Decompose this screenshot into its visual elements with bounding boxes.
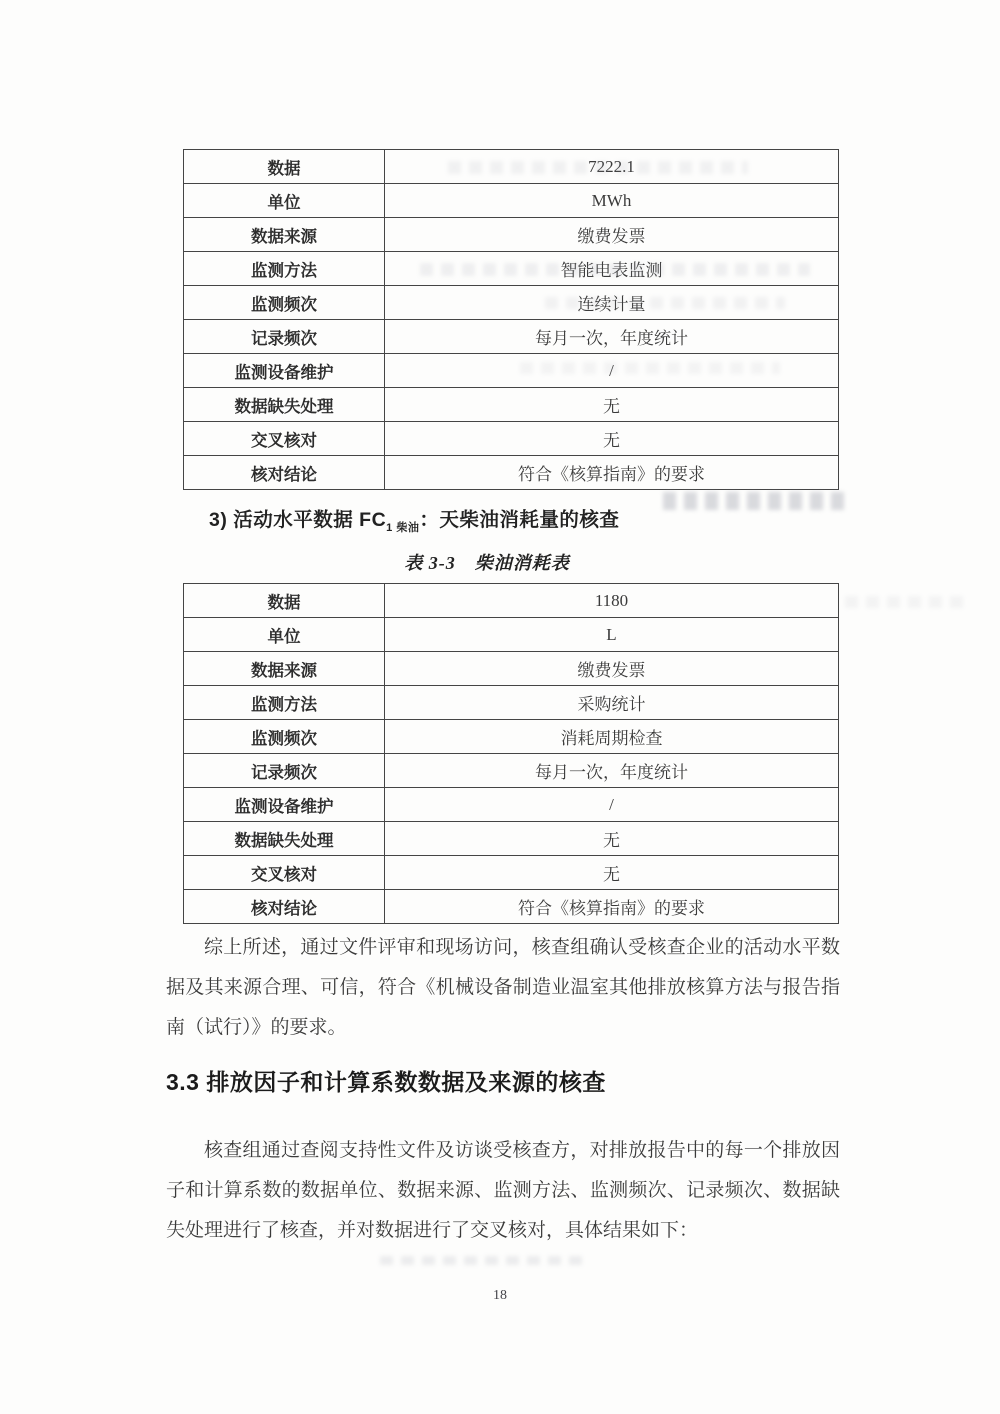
page-number: 18	[493, 1288, 507, 1303]
row-label: 数据	[184, 150, 385, 184]
row-value: 无	[385, 856, 839, 890]
row-value: /	[385, 354, 839, 388]
table-row	[184, 354, 839, 388]
row-label: 数据缺失处理	[184, 822, 385, 856]
item3-heading-suffix: ：天柴油消耗量的核查	[419, 509, 620, 531]
table-row	[184, 856, 839, 890]
row-value: 每月一次，年度统计	[385, 320, 839, 354]
table-row	[184, 720, 839, 754]
row-label: 记录频次	[184, 320, 385, 354]
row-value: 缴费发票	[385, 218, 839, 252]
row-value: /	[385, 788, 839, 822]
table-row	[184, 754, 839, 788]
table-row	[184, 184, 839, 218]
table-row	[184, 652, 839, 686]
row-label: 数据缺失处理	[184, 388, 385, 422]
item3-heading-subscript: 1 柴油	[386, 521, 420, 534]
row-value: 无	[385, 388, 839, 422]
row-label: 监测频次	[184, 286, 385, 320]
item3-heading	[209, 504, 619, 535]
row-value: 智能电表监测	[385, 252, 839, 286]
row-value: 消耗周期检查	[385, 720, 839, 754]
row-label: 核对结论	[184, 456, 385, 490]
table-row	[184, 456, 839, 490]
diesel-data-table	[183, 583, 839, 924]
section-3-3-heading: 3.3 排放因子和计算系数数据及来源的核查	[166, 1069, 606, 1095]
row-value: 无	[385, 422, 839, 456]
row-label: 监测方法	[184, 252, 385, 286]
row-label: 交叉核对	[184, 856, 385, 890]
table-row	[184, 320, 839, 354]
table-row	[184, 618, 839, 652]
row-label: 数据来源	[184, 652, 385, 686]
bleed-through-artifact	[663, 492, 851, 510]
table-row	[184, 584, 839, 618]
row-label: 监测设备维护	[184, 788, 385, 822]
table-row	[184, 686, 839, 720]
table-row	[184, 150, 839, 184]
row-label: 监测频次	[184, 720, 385, 754]
row-value: 采购统计	[385, 686, 839, 720]
table-row	[184, 286, 839, 320]
bleed-through-artifact	[380, 1256, 590, 1265]
item3-heading-prefix: 3) 活动水平数据 FC	[209, 509, 387, 531]
electricity-data-table	[183, 149, 839, 490]
row-label: 数据	[184, 584, 385, 618]
row-label: 交叉核对	[184, 422, 385, 456]
row-value: MWh	[385, 184, 839, 218]
table-row	[184, 890, 839, 924]
row-label: 数据来源	[184, 218, 385, 252]
row-value: 缴费发票	[385, 652, 839, 686]
bleed-through-artifact	[845, 596, 970, 608]
table-row	[184, 388, 839, 422]
row-value: 符合《核算指南》的要求	[385, 890, 839, 924]
row-label: 单位	[184, 184, 385, 218]
row-value: 每月一次，年度统计	[385, 754, 839, 788]
table-row	[184, 788, 839, 822]
diesel-table-caption: 表 3-3 柴油消耗表	[404, 553, 570, 573]
row-label: 监测方法	[184, 686, 385, 720]
row-label: 单位	[184, 618, 385, 652]
table-row	[184, 822, 839, 856]
summary-paragraph: 综上所述，通过文件评审和现场访问，核查组确认受核查企业的活动水平数据及其来源合理、可信，符合《机械设备制造业温室其他排放核算方法与报告指南（试行）》的要求。	[166, 937, 840, 1038]
row-value: L	[385, 618, 839, 652]
section-3-3-paragraph: 核查组通过查阅支持性文件及访谈受核查方，对排放报告中的每一个排放因子和计算系数的数据单位、数据来源、监测方法、监测频次、记录频次、数据缺失处理进行了核查，并对数据进行了交叉核对，具体结果如下：	[166, 1140, 840, 1241]
row-label: 监测设备维护	[184, 354, 385, 388]
table-row	[184, 422, 839, 456]
row-value: 符合《核算指南》的要求	[385, 456, 839, 490]
table-row	[184, 218, 839, 252]
row-value: 1180	[385, 584, 839, 618]
row-label: 核对结论	[184, 890, 385, 924]
row-value: 无	[385, 822, 839, 856]
row-value: 7222.1	[385, 150, 839, 184]
row-label: 记录频次	[184, 754, 385, 788]
table-row	[184, 252, 839, 286]
row-value: 连续计量	[385, 286, 839, 320]
